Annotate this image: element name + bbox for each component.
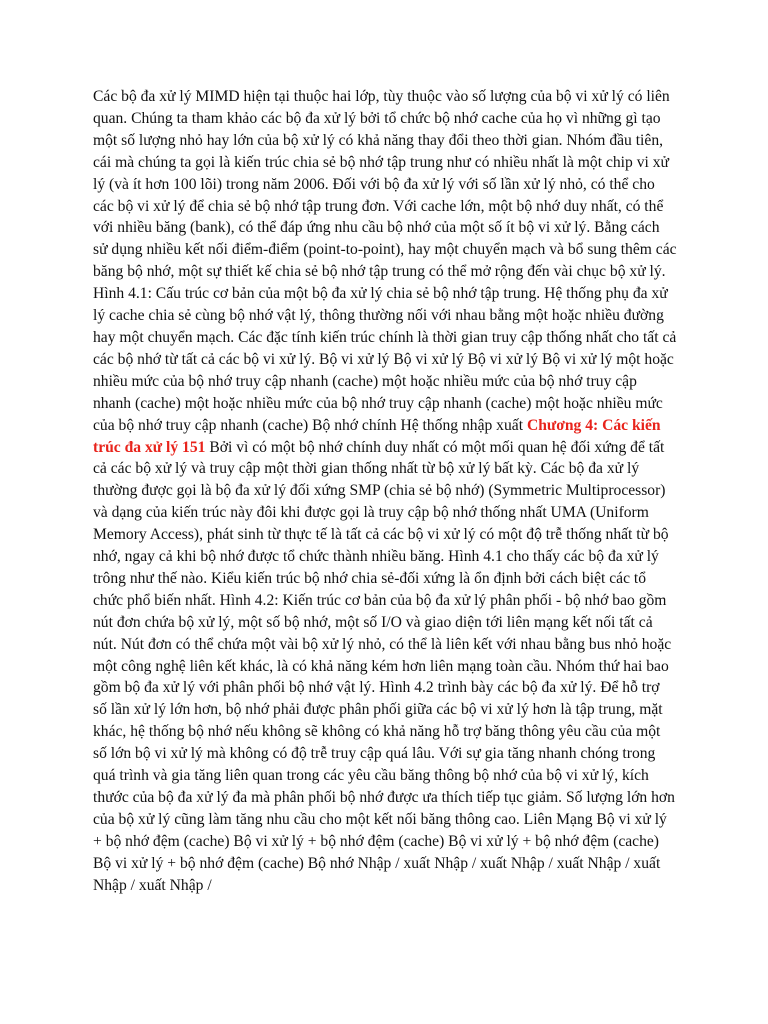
body-text-before: Các bộ đa xử lý MIMD hiện tại thuộc hai lớp, tùy thuộc vào số lượng của bộ vi xử lý có liên quan. Chúng ta tham khảo các bộ đa xử lý bởi tổ chức bộ nhớ cache của họ vì những gì tạo một số lượng nhỏ hay lớn của bộ xử lý có khả năng thay đổi theo thời gian. Nhóm đầu tiên, cái mà chúng ta gọi là kiến trúc chia sẻ bộ nhớ tập trung như có nhiều nhất là một chip vi xử lý (và ít hơn 100 lõi) trong năm 2006. Đối với bộ đa xử lý với số lần xử lý nhỏ, có thể cho các bộ vi xử lý để chia sẻ bộ nhớ tập trung đơn. Với cache lớn, một bộ nhớ duy nhất, có thể với nhiều băng (bank), có thể đáp ứng nhu cầu bộ nhớ của một số ít bộ vi xử lý. Bằng cách sử dụng nhiều kết nối điểm-điểm (point-to-point), hay một chuyển mạch và bổ sung thêm các băng bộ nhớ, một sự thiết kế chia sẻ bộ nhớ tập trung có thể mở rộng đến vài chục bộ xử lý. Hình 4.1: Cấu trúc cơ bản của một bộ đa xử lý chia sẻ bộ nhớ tập trung. Hệ thống phụ đa xử lý cache chia sẻ cùng bộ nhớ vật lý, thông thường nối với nhau bằng một hoặc nhiều đường hay một chuyển mạch. Các đặc tính kiến trúc chính là thời gian truy cập thống nhất cho tất cả các bộ nhớ từ tất cả các bộ vi xử lý. Bộ vi xử lý Bộ vi xử lý Bộ vi xử lý Bộ vi xử lý một hoặc nhiều mức của bộ nhớ truy cập nhanh (cache) một hoặc nhiều mức của bộ nhớ truy cập nhanh (cache) một hoặc nhiều mức của bộ nhớ truy cập nhanh (cache) một hoặc nhiều mức của bộ nhớ truy cập nhanh (cache) Bộ nhớ chính Hệ thống nhập xuất: [93, 88, 677, 434]
body-paragraph: [93, 86, 677, 897]
document-page: [93, 86, 677, 897]
body-text-after: Bởi vì có một bộ nhớ chính duy nhất có một mối quan hệ đối xứng để tất cả các bộ xử lý và truy cập một thời gian thống nhất từ bộ xử lý bất kỳ. Các bộ đa xử lý thường được gọi là bộ đa xử lý đối xứng SMP (chia sẻ bộ nhớ) (Symmetric Multiprocessor) và dạng của kiến trúc này đôi khi được gọi là truy cập bộ nhớ thống nhất UMA (Uniform Memory Access), phát sinh từ thực tế là tất cả các bộ vi xử lý có một độ trễ thống nhất từ bộ nhớ, ngay cả khi bộ nhớ được tổ chức thành nhiều băng. Hình 4.1 cho thấy các bộ đa xử lý trông như thế nào. Kiểu kiến trúc bộ nhớ chia sẻ-đối xứng là ổn định bởi cách biệt các tổ chức phổ biến nhất. Hình 4.2: Kiến trúc cơ bản của bộ đa xử lý phân phối - bộ nhớ bao gồm nút đơn chứa bộ xử lý, một số bộ nhớ, một số I/O và giao diện tới liên mạng kết nối tất cả nút. Nút đơn có thể chứa một vài bộ xử lý nhỏ, có thể là liên kết với nhau bằng bus nhỏ hoặc một công nghệ liên kết khác, là có khả năng kém hơn liên mạng toàn cầu. Nhóm thứ hai bao gồm bộ đa xử lý với phân phối bộ nhớ vật lý. Hình 4.2 trình bày các bộ đa xử lý. Để hỗ trợ số lần xử lý lớn hơn, bộ nhớ phải được phân phối giữa các bộ vi xử lý hơn là tập trung, mặt khác, hệ thống bộ nhớ nếu không sẽ không có khả năng hỗ trợ băng thông yêu cầu của một số lớn bộ vi xử lý mà không có độ trễ truy cập quá lâu. Với sự gia tăng nhanh chóng trong quá trình và gia tăng liên quan trong các yêu cầu băng thông bộ nhớ của bộ vi xử lý, kích thước của bộ đa xử lý đa mà phân phối bộ nhớ được ưa thích tiếp tục giảm. Số lượng lớn hơn của bộ xử lý cũng làm tăng nhu cầu cho một kết nối băng thông cao. Liên Mạng Bộ vi xử lý + bộ nhớ đệm (cache) Bộ vi xử lý + bộ nhớ đệm (cache) Bộ vi xử lý + bộ nhớ đệm (cache) Bộ vi xử lý + bộ nhớ đệm (cache) Bộ nhớ Nhập / xuất Nhập / xuất Nhập / xuất Nhập / xuất Nhập / xuất Nhập /: [93, 438, 675, 894]
chapter-header-ref: Chương 4: Các kiến trúc đa xử lý 151: [93, 416, 661, 456]
